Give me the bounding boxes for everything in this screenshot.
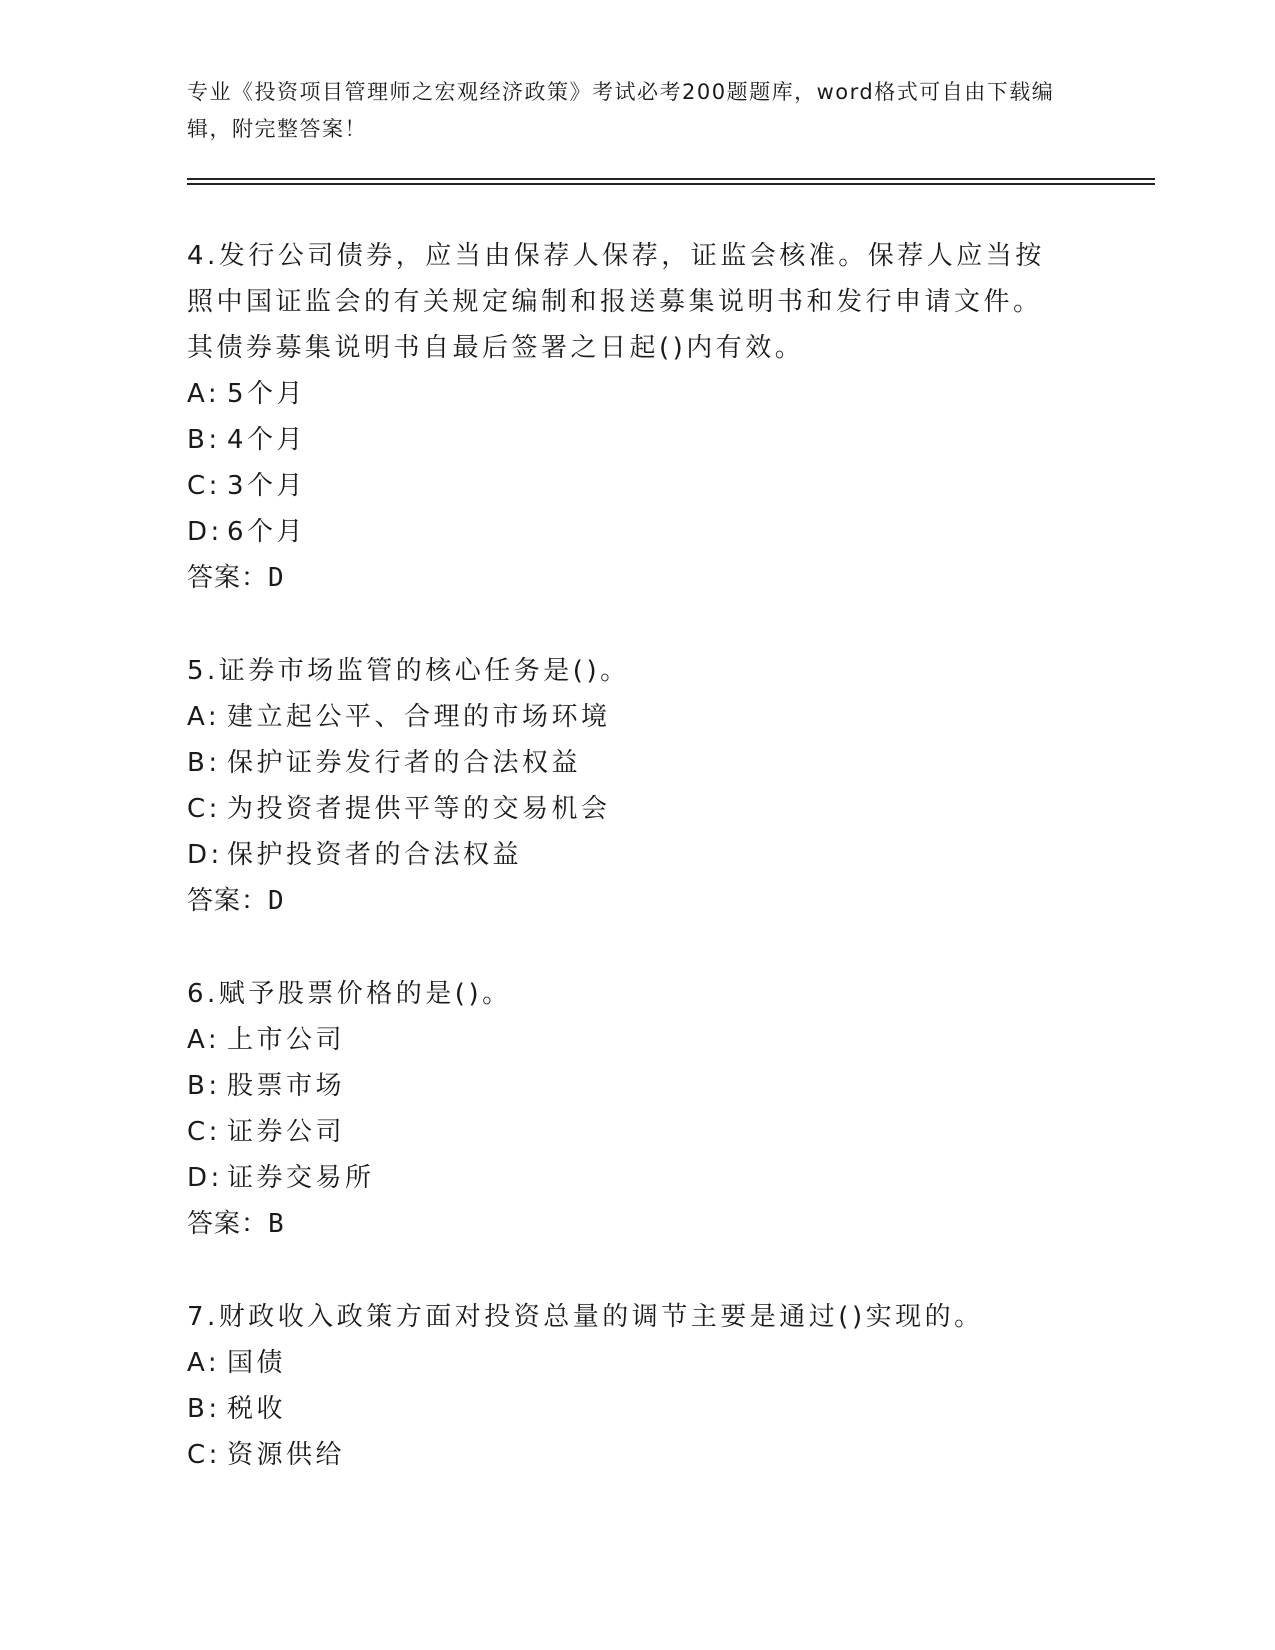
option-b [187, 740, 1067, 786]
document-header: 专业《投资项目管理师之宏观经济政策》考试必考200题题库，word格式可自由下载编辑，附完整答案！ [187, 80, 1055, 141]
option-key: B: [187, 1394, 221, 1424]
option-text: 为投资者提供平等的交易机会 [227, 794, 611, 824]
question-item [187, 1294, 1067, 1478]
option-text: 5个月 [227, 379, 307, 409]
answer-line: 答案：B [187, 1209, 285, 1239]
option-a [187, 694, 1067, 740]
option-c [187, 1109, 1067, 1155]
question-item [187, 648, 1067, 924]
option-key: D: [187, 1163, 223, 1193]
option-text: 建立起公平、合理的市场环境 [227, 702, 611, 732]
option-text: 股票市场 [227, 1071, 346, 1101]
option-c [187, 1432, 1067, 1478]
question-stem: 5.证券市场监管的核心任务是()。 [187, 656, 630, 686]
option-key: D: [187, 840, 223, 870]
option-text: 国债 [227, 1348, 287, 1378]
option-b [187, 1386, 1067, 1432]
option-text: 资源供给 [227, 1440, 346, 1470]
option-key: A: [187, 1348, 221, 1378]
option-key: B: [187, 748, 221, 778]
option-key: C: [187, 1440, 221, 1470]
option-a [187, 371, 1067, 417]
option-b [187, 1063, 1067, 1109]
option-text: 证券交易所 [227, 1163, 375, 1193]
option-c [187, 786, 1067, 832]
option-a [187, 1340, 1067, 1386]
option-text: 保护投资者的合法权益 [227, 840, 523, 870]
option-d [187, 1155, 1067, 1201]
option-b [187, 417, 1067, 463]
option-d [187, 509, 1067, 555]
option-d [187, 832, 1067, 878]
option-text: 税收 [227, 1394, 287, 1424]
option-key: B: [187, 425, 221, 455]
option-text: 3个月 [227, 471, 307, 501]
header-rule-bottom [187, 183, 1155, 185]
question-item [187, 233, 1067, 601]
header-rule-top [187, 178, 1155, 180]
option-text: 6个月 [227, 517, 307, 547]
question-stem: 6.赋予股票价格的是()。 [187, 979, 512, 1009]
question-list [187, 233, 1067, 1525]
option-key: D: [187, 517, 223, 547]
option-key: C: [187, 794, 221, 824]
answer-line: 答案：D [187, 886, 285, 916]
option-text: 证券公司 [227, 1117, 346, 1147]
option-key: A: [187, 379, 221, 409]
option-text: 上市公司 [227, 1025, 346, 1055]
option-key: A: [187, 1025, 221, 1055]
option-key: A: [187, 702, 221, 732]
option-text: 4个月 [227, 425, 307, 455]
option-text: 保护证券发行者的合法权益 [227, 748, 582, 778]
question-stem: 4.发行公司债券，应当由保荐人保荐，证监会核准。保荐人应当按照中国证监会的有关规定编制和报送募集说明书和发行申请文件。其债券募集说明书自最后签署之日起()内有效。 [187, 241, 1045, 363]
option-key: C: [187, 471, 221, 501]
question-stem: 7.财政收入政策方面对投资总量的调节主要是通过()实现的。 [187, 1302, 984, 1332]
option-c [187, 463, 1067, 509]
option-a [187, 1017, 1067, 1063]
option-key: B: [187, 1071, 221, 1101]
option-key: C: [187, 1117, 221, 1147]
answer-line: 答案：D [187, 563, 285, 593]
question-item [187, 971, 1067, 1247]
